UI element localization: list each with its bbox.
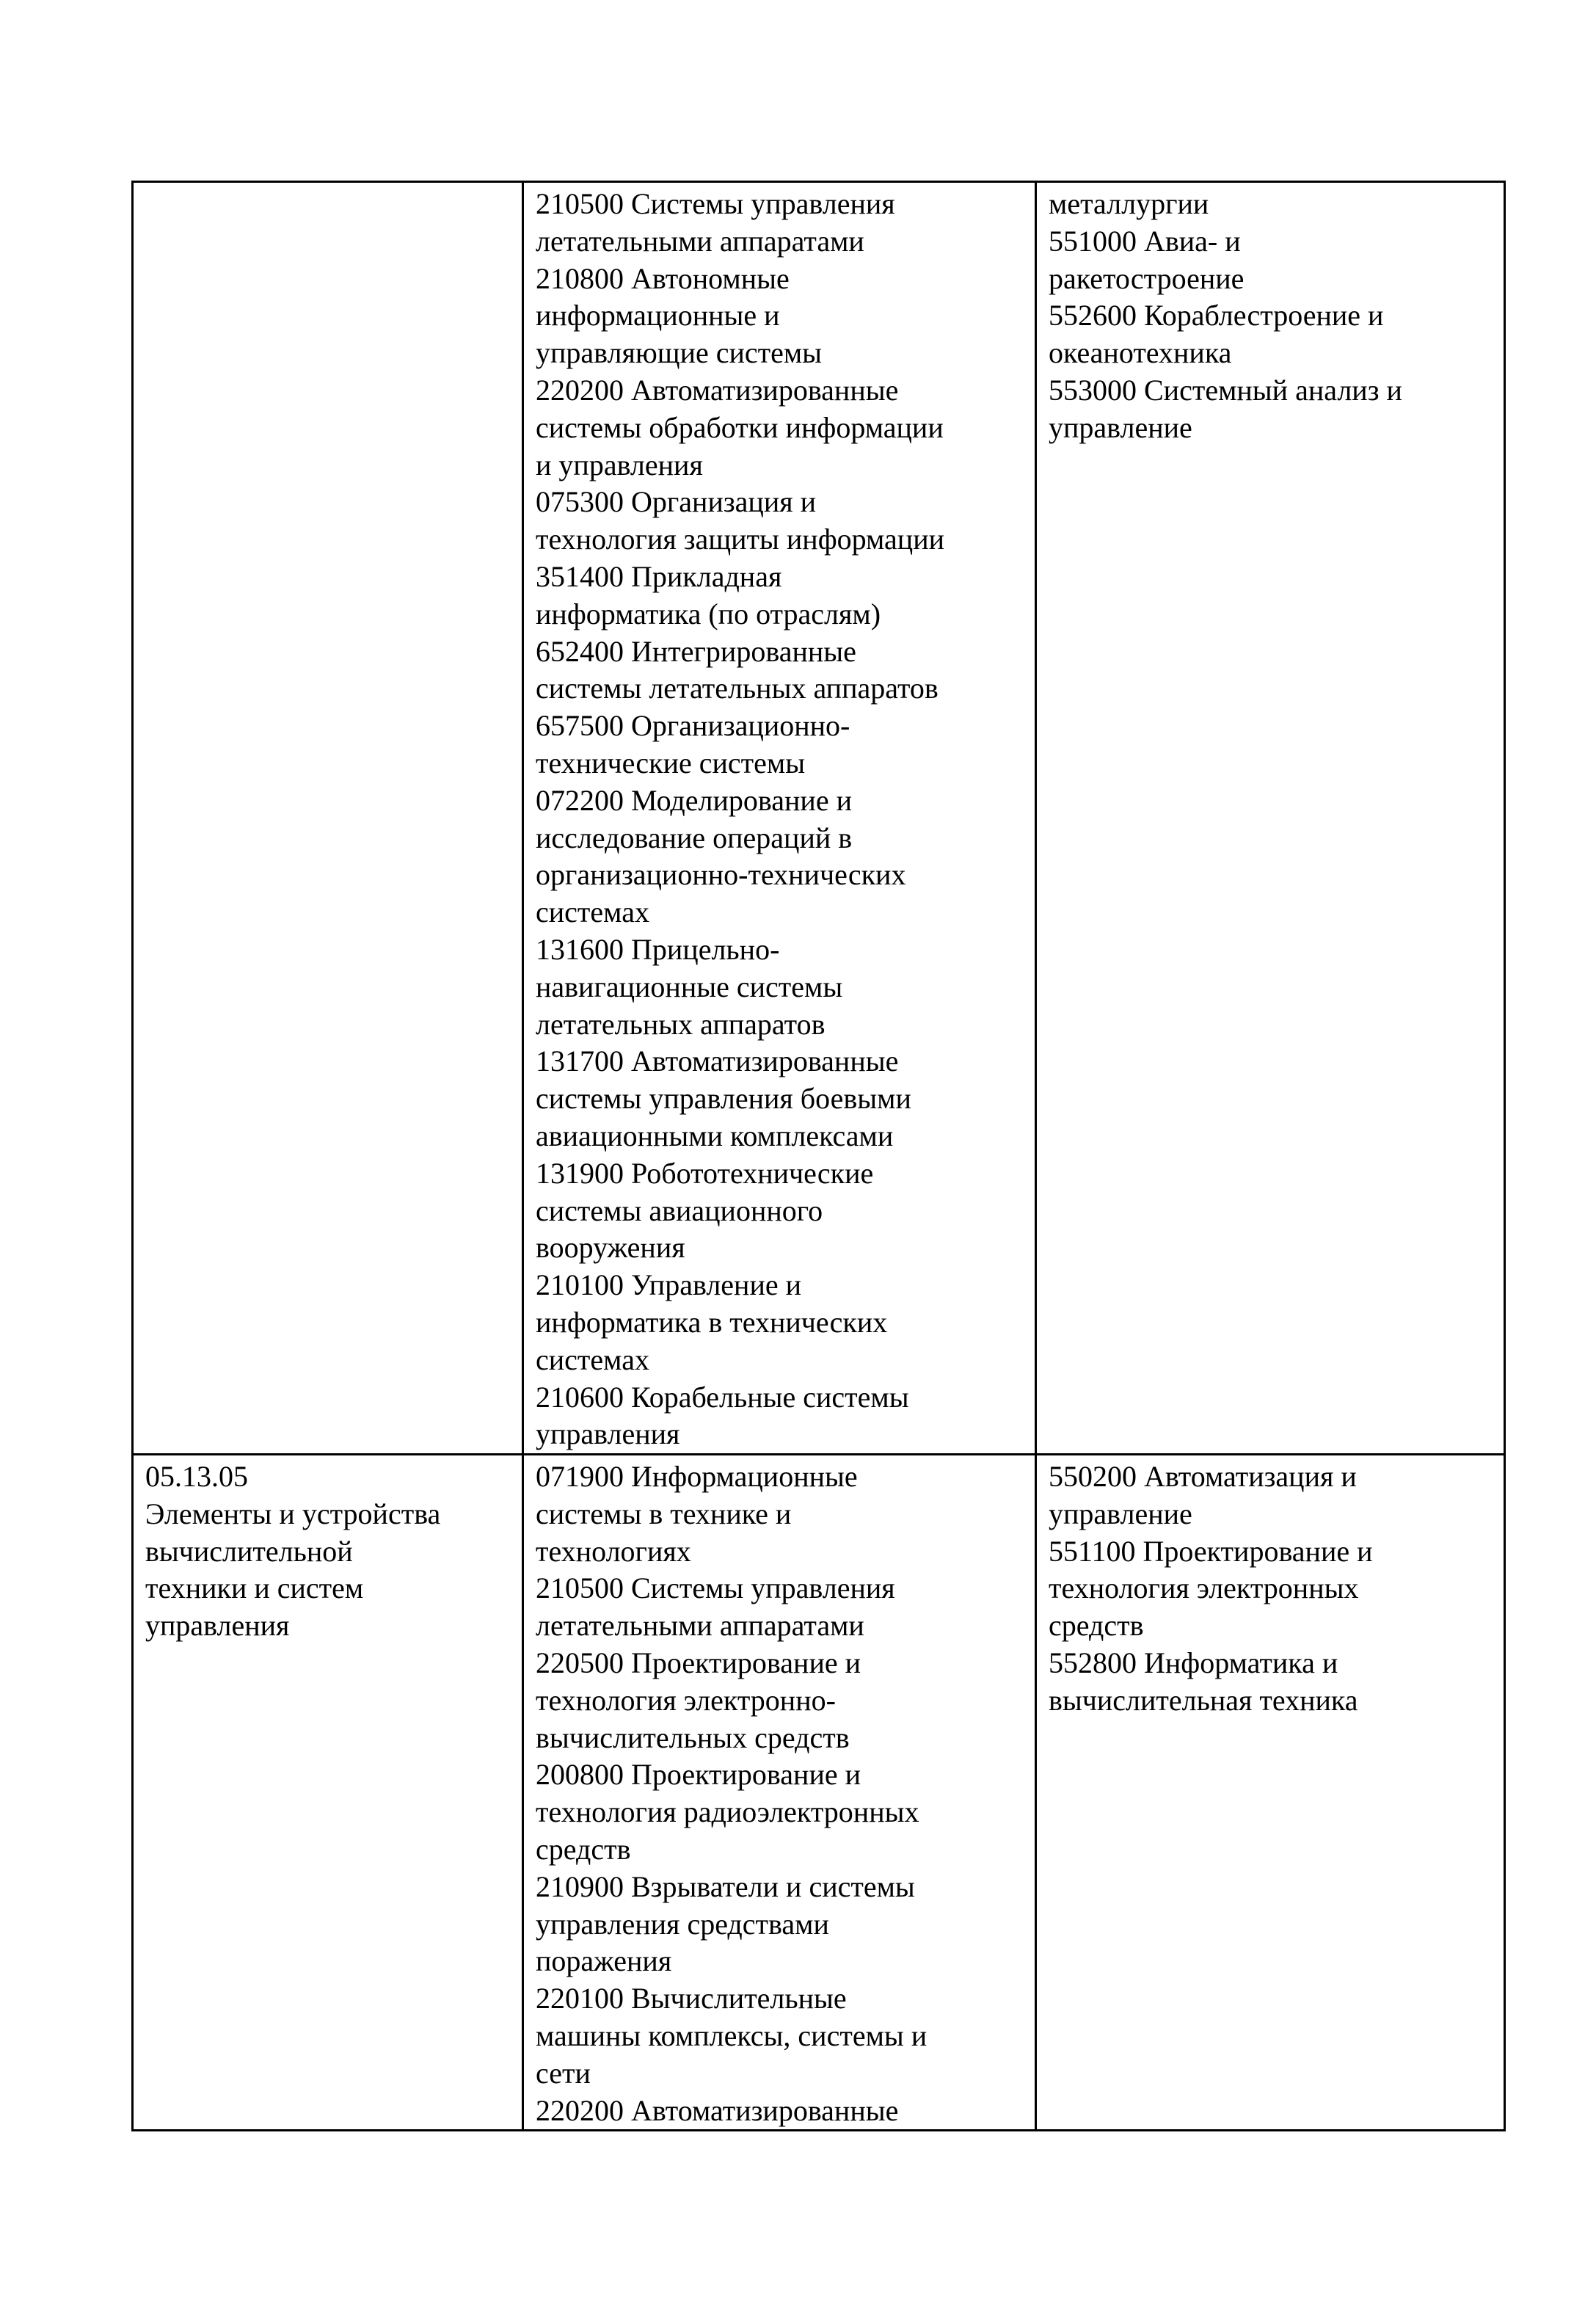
cell-text-line: 220200 Автоматизированные [536,373,899,407]
cell-text-line: системы управления боевыми [536,1082,911,1116]
cell-text-line: металлургии [1049,187,1209,220]
cell-text-line: средств [536,1833,631,1866]
code-cell [133,182,523,1455]
code-cell [133,1455,523,2131]
cell-text-line: технология электронно- [536,1683,836,1717]
cell-text-line: 05.13.05 [145,1460,248,1494]
cell-text-line: 552600 Кораблестроение и [1049,299,1384,332]
cell-text-line: 550200 Автоматизация и [1049,1460,1357,1494]
cell-text-line: управления [145,1609,290,1643]
cell-text-line: 072200 Моделирование и [536,783,852,817]
cell-text-line: управления [536,1417,680,1451]
cell-text-line: и управления [536,448,703,481]
cell-text-line: вычислительной [145,1534,353,1568]
cell-text-line: 131600 Прицельно- [536,932,780,966]
specialties-cell [523,1455,1036,2131]
cell-text-line: управление [1049,1497,1192,1530]
cell-text-line: управление [1049,410,1192,444]
cell-text-line: информатика (по отраслям) [536,597,881,630]
cell-text-line: поражения [536,1944,672,1978]
cell-text-line: вычислительная техника [1049,1683,1358,1717]
cell-text-line: 210600 Корабельные системы [536,1380,909,1414]
cell-text-line: 210500 Системы управления [536,187,895,220]
cell-text-line: океанотехника [1049,336,1232,370]
cell-text-line: исследование операций в [536,821,853,854]
cell-text-line: технологиях [536,1534,691,1568]
cell-text-line: 220200 Автоматизированные [536,2093,899,2127]
cell-text-line: вычислительных средств [536,1720,850,1754]
cell-text-line: 210900 Взрыватели и системы [536,1869,915,1903]
cell-text-line: 220500 Проектирование и [536,1646,861,1680]
cell-text-line: 210100 Управление и [536,1268,802,1302]
cell-text-line: информационные и [536,299,780,332]
cell-text-line: вооружения [536,1231,685,1265]
cell-text-line: системы в технике и [536,1497,792,1530]
table-row [133,182,1505,1455]
cell-text-line: техники и систем [145,1571,364,1605]
cell-text-line: сети [536,2056,591,2090]
cell-text-line: средств [1049,1609,1144,1643]
table-row [133,1455,1505,2131]
cell-text-line: 551000 Авиа- и [1049,224,1241,258]
cell-text-line: 075300 Организация и [536,485,817,519]
cell-text-line: 220100 Вычислительные [536,1982,847,2015]
cell-text-line: навигационные системы [536,970,843,1003]
cell-text-line: летательных аппаратов [536,1007,826,1041]
cell-text-line: технические системы [536,746,806,779]
cell-text-line: 657500 Организационно- [536,709,850,743]
cell-text-line: системах [536,895,649,929]
cell-text-line: 551100 Проектирование и [1049,1534,1373,1568]
directions-cell [1036,182,1505,1455]
cell-text-line: информатика в технических [536,1305,888,1339]
cell-text-line: 071900 Информационные [536,1460,858,1494]
cell-text-line: 131900 Робототехнические [536,1156,874,1190]
cell-text-line: 652400 Интегрированные [536,634,856,668]
cell-text-line: летательными аппаратами [536,1609,864,1643]
cell-text-line: технология электронных [1049,1571,1359,1605]
specialties-table [131,181,1506,2131]
cell-text-line: летательными аппаратами [536,224,864,258]
cell-text-line: 351400 Прикладная [536,559,782,593]
cell-text-line: системах [536,1342,649,1376]
cell-text-line: технология радиоэлектронных [536,1795,919,1829]
cell-text-line: управляющие системы [536,336,823,370]
cell-text-line: системы авиационного [536,1193,823,1227]
cell-text-line: 200800 Проектирование и [536,1758,861,1792]
cell-text-line: управления средствами [536,1907,829,1941]
cell-text-line: системы летательных аппаратов [536,672,939,705]
cell-text-line: 552800 Информатика и [1049,1646,1338,1680]
cell-text-line: системы обработки информации [536,410,944,444]
cell-text-line: 210800 Автономные [536,261,790,295]
cell-text-line: 210500 Системы управления [536,1571,895,1605]
specialties-cell [523,182,1036,1455]
cell-text-line: технология защиты информации [536,523,945,556]
cell-text-line: 131700 Автоматизированные [536,1044,899,1078]
directions-cell [1036,1455,1505,2131]
cell-text-line: организационно-технических [536,858,906,892]
cell-text-line: Элементы и устройства [145,1497,441,1530]
cell-text-line: ракетостроение [1049,261,1245,295]
cell-text-line: авиационными комплексами [536,1119,894,1152]
cell-text-line: 553000 Системный анализ и [1049,373,1402,407]
cell-text-line: машины комплексы, системы и [536,2019,928,2053]
